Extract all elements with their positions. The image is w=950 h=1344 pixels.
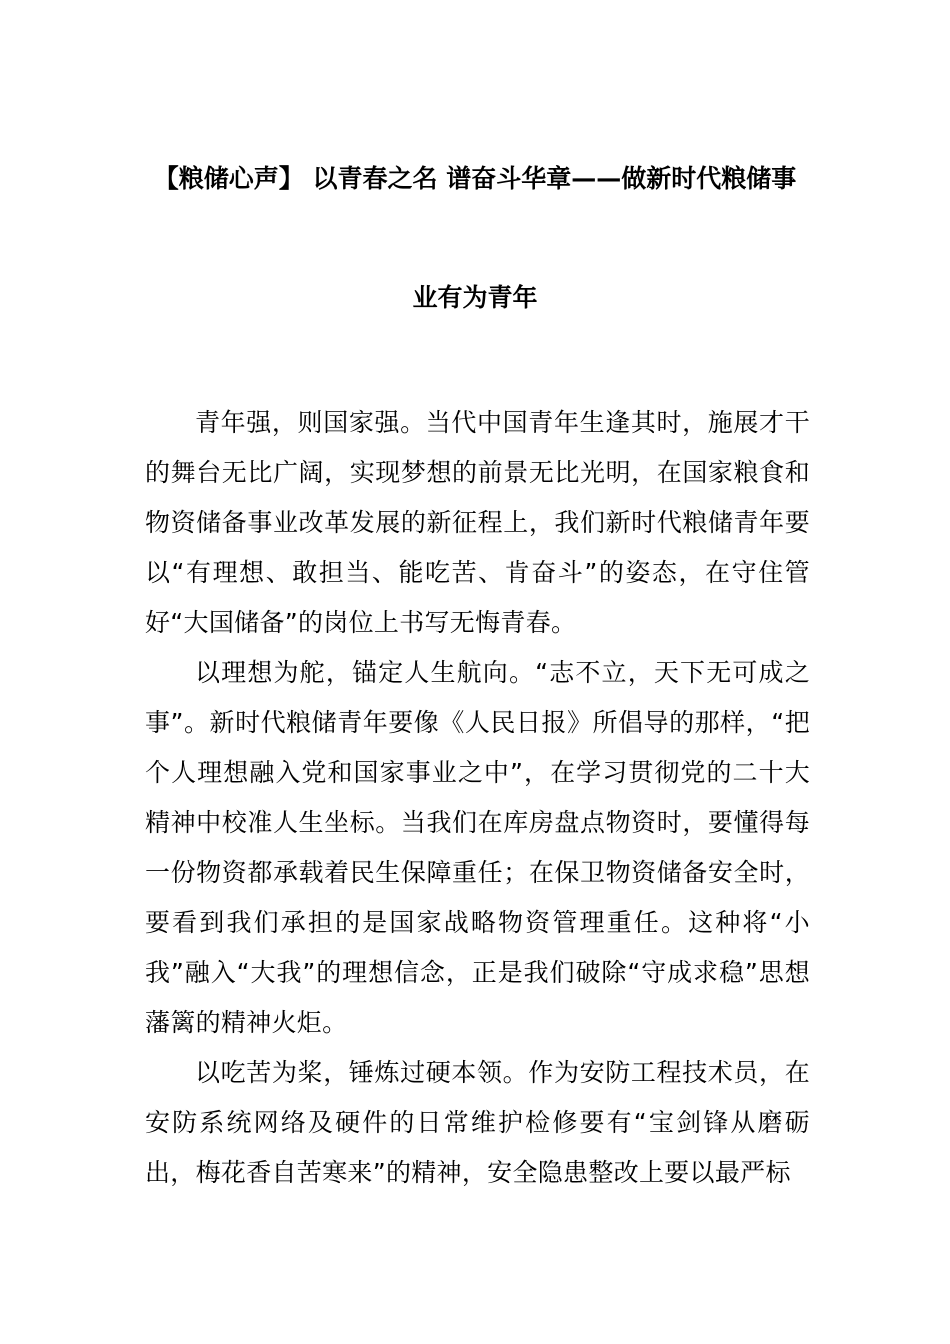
document-title-line-1: 【粮储心声】 以青春之名 谱奋斗华章——做新时代粮储事 xyxy=(153,164,797,193)
document-title-line-2: 业有为青年 xyxy=(412,283,538,312)
paragraph-3: 以吃苦为桨，锤炼过硬本领。作为安防工程技术员，在安防系统网络及硬件的日常维护检修要有“宝剑锋从磨砺出，梅花香自苦寒来”的精神，安全隐患整改上要以最严标 xyxy=(145,1058,810,1187)
paragraph-2: 以理想为舵，锚定人生航向。“志不立，天下无可成之事”。新时代粮储青年要像《人民日报》所倡导的那样，“把个人理想融入党和国家事业之中”，在学习贯彻党的二十大精神中校准人生坐标。当我们在库房盘点物资时，要懂得每一份物资都承载着民生保障重任；在保卫物资储备安全时，要看到我们承担的是国家战略物资管理重任。这种将“小我”融入“大我”的理想信念，正是我们破除“守成求稳”思想藩篱的精神火炬。 xyxy=(145,658,810,1037)
document-body xyxy=(145,398,810,1198)
paragraph-1: 青年强，则国家强。当代中国青年生逢其时，施展才干的舞台无比广阔，实现梦想的前景无比光明，在国家粮食和物资储备事业改革发展的新征程上，我们新时代粮储青年要以“有理想、敢担当、能吃苦、肯奋斗”的姿态，在守住管好“大国储备”的岗位上书写无悔青春。 xyxy=(145,408,810,637)
